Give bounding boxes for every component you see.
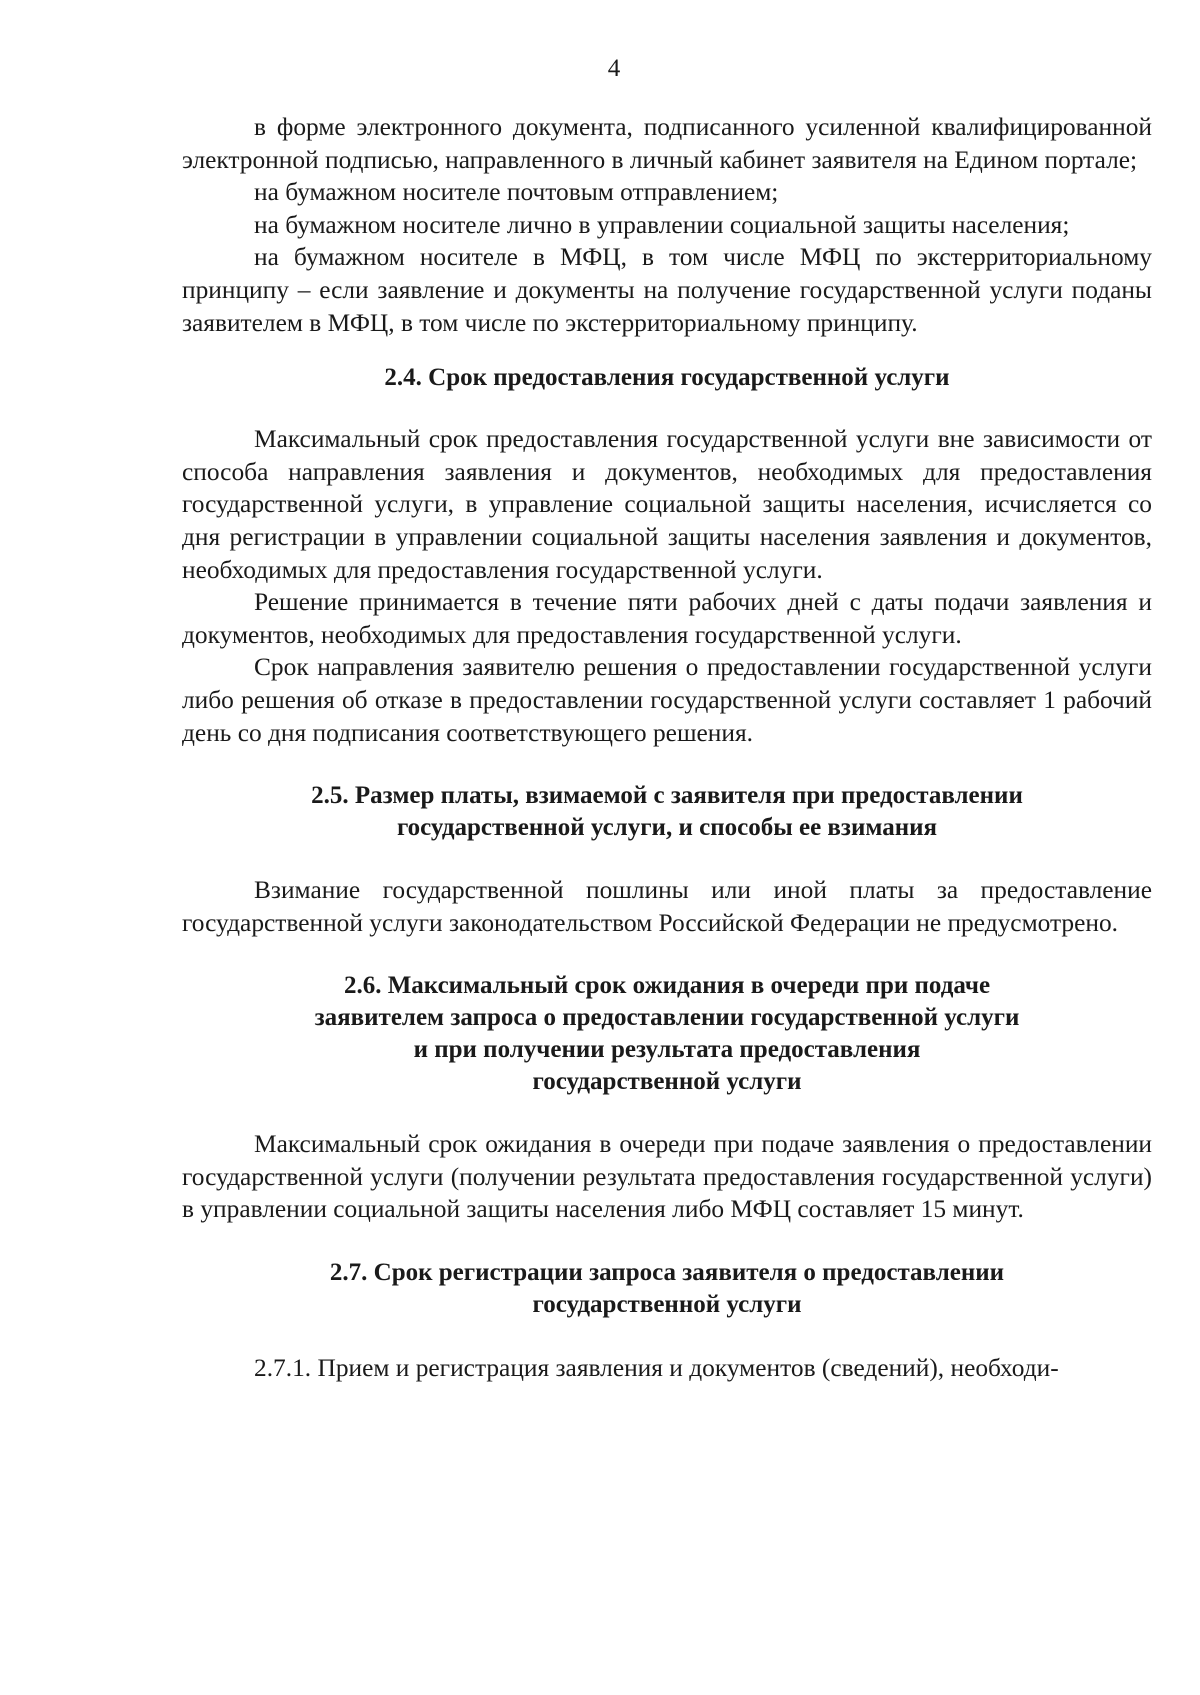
intro-block: [182, 111, 1152, 339]
section-body-2-4: [182, 423, 1152, 749]
page-number: 4: [607, 55, 621, 82]
section-heading-2-4: [182, 362, 1152, 394]
section-heading-2-7: [182, 1257, 1152, 1321]
section-body-2-7: [182, 1352, 1152, 1385]
paragraph: на бумажном носителе почтовым отправлением;: [254, 178, 779, 207]
paragraph: на бумажном носителе в МФЦ, в том числе МФЦ по экстерриториальному принципу – если заявление и документы на получение государственной услуги поданы заявителем в МФЦ, в том числе по экстерриториальному принципу.: [182, 243, 1152, 337]
paragraph: Взимание государственной пошлины или иной платы за предоставление государственной услуги законодательством Российской Федерации не предусмотрено.: [182, 876, 1152, 937]
heading-line: 2.7. Срок регистрации запроса заявителя о предоставлении: [329, 1259, 1005, 1287]
heading-line: государственной услуги, и способы ее взимания: [396, 814, 938, 842]
document-body: [182, 111, 1152, 1385]
section-heading-2-5: [182, 780, 1152, 844]
paragraph: Максимальный срок ожидания в очереди при подаче заявления о предоставлении государственной услуги (получении результата предоставления государственной услуги) в управлении социальной защиты населения либо МФЦ составляет 15 минут.: [182, 1130, 1152, 1224]
heading-line: 2.5. Размер платы, взимаемой с заявителя при предоставлении: [311, 782, 1023, 810]
paragraph: 2.7.1. Прием и регистрация заявления и документов (сведений), необходи-: [254, 1354, 1059, 1383]
paragraph: Максимальный срок предоставления государственной услуги вне зависимости от способа направления заявления и документов, необходимых для предоставления государственной услуги, в управление социальной защиты населения, исчисляется со дня регистрации в управлении социальной защиты населения заявления и документов, необходимых для предоставления государственной услуги.: [182, 425, 1152, 584]
section-body-2-5: [182, 874, 1152, 939]
section-body-2-6: [182, 1128, 1152, 1226]
section-heading-2-6: [182, 970, 1152, 1098]
heading-line: и при получении результата предоставления: [413, 1036, 921, 1064]
heading-line: 2.4. Срок предоставления государственной услуги: [384, 364, 950, 392]
heading-line: 2.6. Максимальный срок ожидания в очереди при подаче: [343, 972, 991, 1000]
heading-line: государственной услуги: [532, 1068, 802, 1096]
paragraph: на бумажном носителе лично в управлении социальной защиты населения;: [254, 210, 1070, 239]
paragraph: в форме электронного документа, подписанного усиленной квалифицированной электронной подписью, направленного в личный кабинет заявителя на Едином портале;: [182, 113, 1152, 174]
paragraph: Решение принимается в течение пяти рабочих дней с даты подачи заявления и документов, необходимых для предоставления государственной услуги.: [182, 588, 1152, 649]
heading-line: государственной услуги: [532, 1291, 802, 1319]
heading-line: заявителем запроса о предоставлении государственной услуги: [314, 1004, 1020, 1032]
paragraph: Срок направления заявителю решения о предоставлении государственной услуги либо решения об отказе в предоставлении государственной услуги составляет 1 рабочий день со дня подписания соответствующего решения.: [182, 653, 1152, 747]
